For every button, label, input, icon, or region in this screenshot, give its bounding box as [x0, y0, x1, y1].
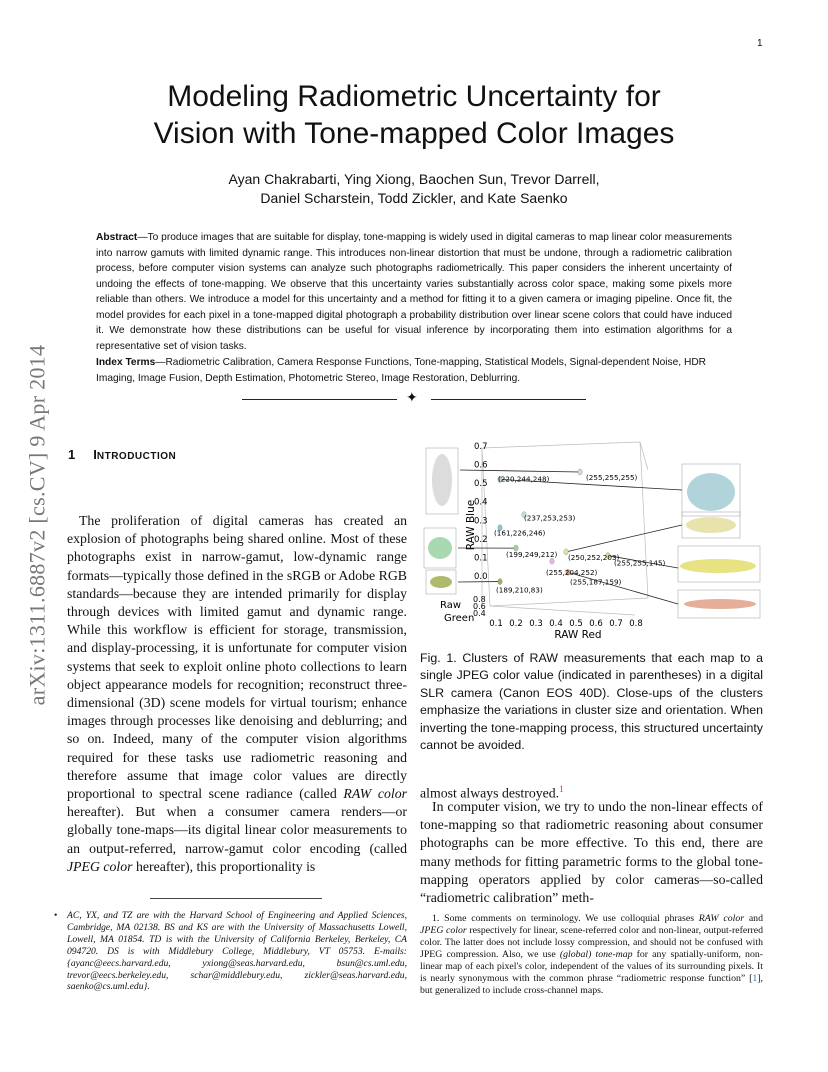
- z-axis-ticks: [440, 595, 486, 624]
- cluster-label: (255,255,255): [586, 473, 638, 482]
- cluster-mark: [578, 469, 582, 475]
- y-tick-label: 0.6: [474, 460, 488, 471]
- section-title-initial: I: [93, 447, 97, 462]
- close-up-cluster: [680, 559, 756, 573]
- y-tick-label: 0.0: [474, 572, 488, 582]
- close-up-cluster: [432, 454, 452, 506]
- cluster-label: (255,187,159): [570, 577, 622, 587]
- index-terms: [96, 355, 732, 386]
- affiliation-footnote: [54, 910, 407, 993]
- affiliation-text: AC, YX, and TZ are with the Harvard School of Engineering and Applied Sciences, Cambridge, MA 02138. BS and KS are with the University of Massachusetts Lowell, Lowell, MA 01854. TD is with the University of California Berkeley, Berkeley, CA 094720. DS is with Middlebury College, Middlebury, VT 05753. E-mails: {ayanc@eecs.harvard.edu, yxiong@seas.harvard.edu, bsun@cs.uml.edu, trevor@eecs.berkeley.edu, schar@middlebury.edu, zickler@seas.harvard.edu, saenko@cs.uml.edu}.: [67, 910, 407, 993]
- z-tick-label: 0.8: [473, 595, 486, 604]
- x-axis-ticks: [489, 619, 643, 629]
- title-line-1: Modeling Radiometric Uncertainty for: [167, 80, 661, 113]
- divider-line-left: [242, 399, 397, 400]
- raw-color-term: RAW color: [343, 786, 407, 802]
- figure-1-caption: Fig. 1. Clusters of RAW measurements that each map to a single JPEG color value (indicated in parentheses) in a digital SLR camera (Canon EOS 40D). Close-ups of the clusters emphasize the variations in cluster size and orientation. When inverting the tone-mapping process, this structured uncertainty cannot be avoided.: [420, 651, 763, 753]
- z-tick-label: 0.4: [473, 609, 486, 618]
- authors-line-2: Daniel Scharstein, Todd Zickler, and Kate Saenko: [260, 190, 568, 206]
- abstract-text: —To produce images that are suitable for display, tone-mapping is widely used in digital cameras to map linear color measurements into narrow gamuts with limited dynamic range. This introduces non-linear distortion that must be undone, through a radiometric calibration process, before computer vision systems can analyze such photographs radiometrically. This paper considers the inherent uncertainty of undoing the effects of tone-mapping. We observe that this uncertainty varies substantially across color space, making some pixels more reliable than others. We introduce a model for this uncertainty and a method for fitting it to a given camera or imaging pipeline. Once fit, the model provides for each pixel in a tone-mapped digital photograph a probability distribution over linear scene colors that could have induced it. We demonstrate how these distributions can be useful for visual inference by incorporating them into estimation algorithms for a representative set of vision tasks.: [96, 232, 732, 352]
- cluster-label: (189,210,83): [496, 585, 543, 595]
- intro-paragraph-1: [67, 512, 407, 876]
- y-tick-label: 0.4: [474, 497, 488, 508]
- fn1-jpeg-term: JPEG color: [420, 925, 467, 936]
- close-up-cluster: [687, 473, 735, 511]
- abstract-label: Abstract: [96, 232, 138, 243]
- x-tick-label: 0.6: [589, 619, 603, 629]
- bullet-icon: •: [54, 910, 58, 921]
- close-up-cluster: [430, 576, 452, 588]
- section-title-rest: NTRODUCTION: [96, 451, 177, 462]
- arxiv-identifier[interactable]: [22, 295, 52, 755]
- cluster-labels: [494, 473, 666, 595]
- figure-1-plot: [420, 440, 765, 645]
- x-tick-label: 0.5: [569, 619, 583, 629]
- cluster-label: (220,244,248): [498, 474, 550, 484]
- footnote-marker-1[interactable]: 1: [559, 784, 564, 794]
- y-tick-label: 0.7: [474, 442, 488, 452]
- y-tick-label: 0.2: [474, 534, 488, 545]
- plot-back-plane: [482, 442, 648, 606]
- cluster-label: (199,249,212): [506, 550, 558, 560]
- x-tick-label: 0.2: [509, 619, 523, 629]
- fn1-tonemap-term: (global) tone-map: [559, 949, 633, 960]
- cluster-label: (161,226,246): [494, 528, 546, 538]
- abstract: [96, 230, 732, 354]
- intro-text-a: The proliferation of digital cameras has created an explosion of photographs being shared online. Most of these photographs exist in narrow-gamut, low-dynamic range formats—typically those defined in the sRGB or Adobe RGB standards—because they are intended primarily for display through devices with limited gamut and dynamic range. While this workflow is efficient for storage, transmission, and display-processing, it is unfortunate for computer vision systems that seek to exploit online photo collections to learn object appearance models for recognition; reconstruct three-dimensional (3D) scene models for virtual tourism; enhance images through processes like denoising and deblurring; and so on. Indeed, many of the computer vision algorithms required for these tasks use radiometric reasoning and therefore assume that image color values are directly proportional to spectral scene radiance (called: [67, 513, 407, 802]
- z-axis-label: Raw: [440, 600, 462, 611]
- index-terms-label: Index Terms: [96, 357, 156, 368]
- divider-line-right: [431, 399, 586, 400]
- page-number: 1: [757, 38, 763, 49]
- cluster-label: (255,255,145): [614, 558, 666, 568]
- fn1-text-a: 1. Some comments on terminology. We use colloquial phrases: [432, 913, 699, 924]
- reference-link-1[interactable]: 1: [752, 973, 758, 984]
- fn1-text-b: respectively for linear, scene-referred color and non-linear, output-referred color. The latter does not include lossy compression, and should not be confused with JPEG compression. Also, we use: [420, 925, 763, 960]
- y-tick-label: 0.3: [474, 516, 488, 527]
- intro-text-c: hereafter), this proportionality is: [132, 858, 316, 874]
- intro-text-b: hereafter). But when a consumer camera renders—or globally tone-maps—its digital linear color measurements to an output-referred, narrow-gamut color encoding (called: [67, 804, 407, 856]
- fn1-text-d: ], but generalized to include cross-channel maps.: [420, 973, 763, 996]
- fn1-text-c: for any spatially-uniform, non-linear map of each pixel's color, independent of the values of its surrounding pixels. It is nearly synonymous with the common phrase “radiometric response function” [: [420, 949, 764, 984]
- x-axis-label: RAW Red: [554, 629, 602, 641]
- footnote-1: [420, 913, 763, 997]
- col2-text-0: almost always destroyed.: [420, 785, 560, 801]
- x-tick-label: 0.3: [529, 619, 543, 629]
- plot-edge: [490, 606, 635, 615]
- callout-arrow: [566, 525, 682, 552]
- author-list: [0, 170, 828, 208]
- y-tick-label: 0.5: [474, 479, 488, 490]
- section-heading: [68, 447, 176, 462]
- z-tick-label: 0.6: [473, 602, 486, 611]
- cluster-mark: [498, 579, 502, 585]
- close-up-cluster: [428, 537, 452, 559]
- z-axis-label: Green: [444, 613, 475, 624]
- section-number: 1: [68, 447, 76, 462]
- x-tick-label: 0.1: [489, 619, 503, 629]
- jpeg-color-term: JPEG color: [67, 858, 133, 874]
- cluster-label: (250,252,203): [568, 552, 620, 562]
- footnote-separator: [150, 898, 322, 899]
- arxiv-identifier-text: arXiv:1311.6887v2 [cs.CV] 9 Apr 2014: [24, 344, 50, 706]
- index-terms-text: —Radiometric Calibration, Camera Response Functions, Tone-mapping, Statistical Models, Signal-dependent Noise, HDR Imaging, Image Fusion, Depth Estimation, Photometric Stereo, Image Restoration, Deblurring.: [96, 357, 707, 384]
- paper-title: [0, 78, 828, 152]
- x-tick-label: 0.4: [549, 619, 563, 629]
- x-tick-label: 0.8: [629, 619, 643, 629]
- fn1-and: and: [744, 913, 763, 924]
- cluster-label: (255,204,252): [546, 568, 598, 578]
- fn1-raw-term: RAW color: [698, 913, 745, 924]
- x-tick-label: 0.7: [609, 619, 623, 629]
- authors-line-1: Ayan Chakrabarti, Ying Xiong, Baochen Sun, Trevor Darrell,: [228, 171, 600, 187]
- column2-paragraph-1: In computer vision, we try to undo the non-linear effects of tone-mapping so that radiometric reasoning about consumer photographs can be more effective. To this end, there are many methods for fitting parametric forms to the global tone-mapping operators applied by color cameras—so-called “radiometric calibration” meth-: [420, 799, 763, 906]
- cluster-label: (237,253,253): [524, 513, 576, 523]
- close-up-cluster: [684, 599, 756, 609]
- close-up-cluster: [686, 517, 736, 533]
- section-divider: [242, 392, 586, 406]
- y-tick-label: 0.1: [474, 553, 488, 564]
- title-line-2: Vision with Tone-mapped Color Images: [153, 117, 675, 150]
- y-axis-label: RAW Blue: [465, 499, 477, 551]
- diamond-icon: ✦: [406, 391, 418, 406]
